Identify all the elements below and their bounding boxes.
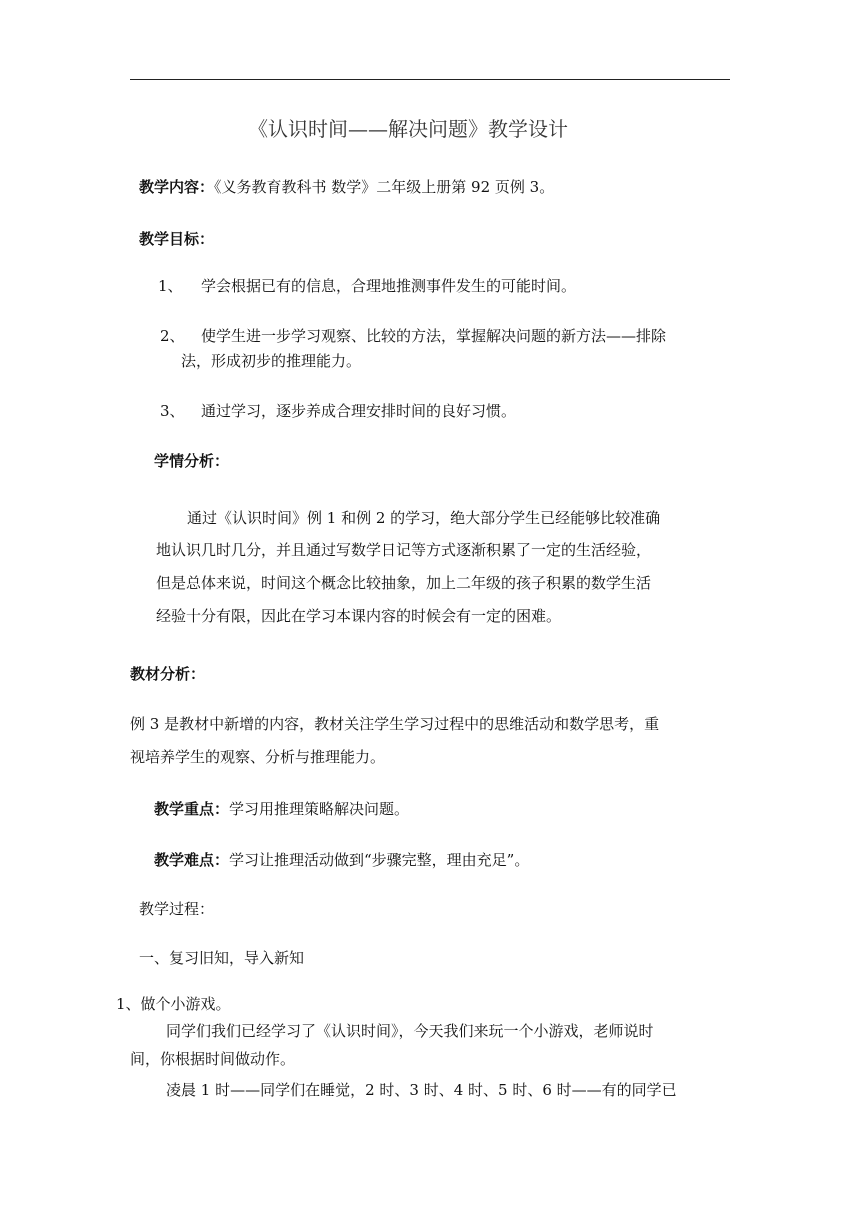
key-point-label: 教学重点： [154,800,230,818]
process-step-1-line-3: 凌晨 1 时——同学们在睡觉，2 时、3 时、4 时、5 时、6 时——有的同学已 [166,1081,677,1099]
material-analysis-label: 教材分析： [130,665,206,683]
difficulty-line [154,850,529,870]
learner-analysis-line-3: 但是总体来说，时间这个概念比较抽象，加上二年级的孩子积累的数学生活 [156,574,652,592]
goal-item-2-line-1: 使学生进一步学习观察、比较的方法，掌握解决问题的新方法——排除 [201,327,667,345]
content-label: 教学内容： [139,178,215,196]
learner-analysis-line-2: 地认识几时几分，并且通过写数学日记等方式逐渐积累了一定的生活经验， [156,541,652,559]
difficulty-text: 学习让推理活动做到“步骤完整，理由充足”。 [229,851,530,869]
process-section-1: 一、复习旧知，导入新知 [139,949,305,967]
material-analysis-line-2: 视培养学生的观察、分析与推理能力。 [130,748,386,766]
goal-item-1-text: 学会根据已有的信息，合理地推测事件发生的可能时间。 [201,277,577,295]
goal-item-3-number: 3、 [160,402,185,420]
process-label: 教学过程： [139,900,215,918]
learner-analysis-label: 学情分析： [154,452,230,470]
key-point-text: 学习用推理策略解决问题。 [229,800,410,818]
material-analysis-line-1: 例 3 是教材中新增的内容，教材关注学生学习过程中的思维活动和数学思考，重 [130,715,660,733]
content-text: 《义务教育教科书 数学》二年级上册第 92 页例 3。 [214,178,555,196]
key-point-line [154,799,409,819]
process-step-1-line-2: 间，你根据时间做动作。 [130,1050,296,1068]
header-rule [130,79,730,80]
process-step-1-line-1: 同学们我们已经学习了《认识时间》，今天我们来玩一个小游戏，老师说时 [166,1022,654,1040]
content-line [139,177,554,197]
goals-label: 教学目标： [139,230,215,248]
goal-item-3-text: 通过学习，逐步养成合理安排时间的良好习惯。 [201,402,517,420]
goal-item-1-number: 1、 [158,277,183,295]
learner-analysis-line-1: 通过《认识时间》例 1 和例 2 的学习，绝大部分学生已经能够比较准确 [187,509,661,527]
difficulty-label: 教学难点： [154,851,230,869]
process-step-1: 1、做个小游戏。 [116,995,231,1013]
learner-analysis-line-4: 经验十分有限，因此在学习本课内容的时候会有一定的困难。 [156,607,562,625]
page-title: 《认识时间——解决问题》教学设计 [248,117,568,141]
goal-item-2-line-2: 法，形成初步的推理能力。 [181,352,362,370]
goal-item-2-number: 2、 [160,327,185,345]
